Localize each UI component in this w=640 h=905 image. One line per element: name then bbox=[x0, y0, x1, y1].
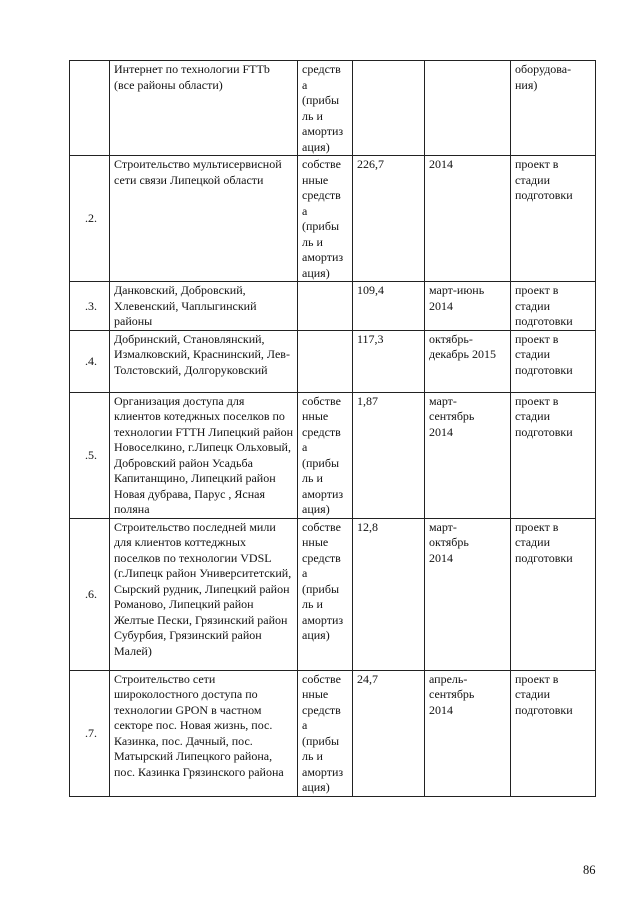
status: проект в стадии подготовки bbox=[511, 330, 596, 392]
cost-value: 1,87 bbox=[353, 392, 425, 518]
page-number: 86 bbox=[583, 863, 596, 877]
cost-value: 109,4 bbox=[353, 282, 425, 331]
table-row bbox=[70, 282, 596, 331]
period: октябрь- декабрь 2015 bbox=[425, 330, 511, 392]
period: март-июнь 2014 bbox=[425, 282, 511, 331]
cost-value: 226,7 bbox=[353, 156, 425, 282]
table-row bbox=[70, 156, 596, 282]
row-number: .7. bbox=[70, 670, 110, 796]
funding-source bbox=[298, 282, 353, 331]
period: апрель- сентябрь 2014 bbox=[425, 670, 511, 796]
projects-table bbox=[69, 60, 596, 797]
status: проект в стадии подготовки bbox=[511, 392, 596, 518]
period: март- сентябрь 2014 bbox=[425, 392, 511, 518]
status: проект в стадии подготовки bbox=[511, 156, 596, 282]
row-number: .5. bbox=[70, 392, 110, 518]
period: 2014 bbox=[425, 156, 511, 282]
status: оборудова- ния) bbox=[511, 61, 596, 156]
status: проект в стадии подготовки bbox=[511, 282, 596, 331]
funding-source: средств а (прибы ль и амортиз ация) bbox=[298, 61, 353, 156]
project-name: Интернет по технологии FTTb (все районы области) bbox=[110, 61, 298, 156]
cost-value: 24,7 bbox=[353, 670, 425, 796]
cost-value: 12,8 bbox=[353, 518, 425, 670]
row-number bbox=[70, 61, 110, 156]
funding-source: собстве нные средств а (прибы ль и амортиз ация) bbox=[298, 670, 353, 796]
project-name: Строительство последней мили для клиентов коттеджных поселков по технологии VDSL (г.Липецк район Университетский, Сырский рудник, Липецкий район Романово, Липецкий район Желтые Пески, Грязинский район Субурбия, Грязинский район Малей) bbox=[110, 518, 298, 670]
table-row bbox=[70, 330, 596, 392]
row-number: .2. bbox=[70, 156, 110, 282]
row-number: .3. bbox=[70, 282, 110, 331]
funding-source: собстве нные средств а (прибы ль и амортиз ация) bbox=[298, 392, 353, 518]
row-number: .4. bbox=[70, 330, 110, 392]
table-row bbox=[70, 670, 596, 796]
period bbox=[425, 61, 511, 156]
funding-source: собстве нные средств а (прибы ль и амортиз ация) bbox=[298, 156, 353, 282]
funding-source bbox=[298, 330, 353, 392]
funding-source: собстве нные средств а (прибы ль и амортиз ация) bbox=[298, 518, 353, 670]
table-row bbox=[70, 518, 596, 670]
status: проект в стадии подготовки bbox=[511, 518, 596, 670]
cost-value bbox=[353, 61, 425, 156]
project-name: Строительство мультисервисной сети связи Липецкой области bbox=[110, 156, 298, 282]
project-name: Данковский, Добровский, Хлевенский, Чаплыгинский районы bbox=[110, 282, 298, 331]
project-name: Строительство сети широколостного доступа по технологии GPON в частном секторе пос. Новая жизнь, пос. Казинка, пос. Дачный, пос. Матырский Липецкого района, пос. Казинка Грязинского района bbox=[110, 670, 298, 796]
status: проект в стадии подготовки bbox=[511, 670, 596, 796]
project-name: Организация доступа для клиентов котеджных поселков по технологии FTTH Липецкий район Новоселкино, г.Липецк Ольховый, Добровский район Усадьба Капитанщино, Липецкий район Новая дубрава, Парус , Ясная поляна bbox=[110, 392, 298, 518]
table-row bbox=[70, 392, 596, 518]
period: март- октябрь 2014 bbox=[425, 518, 511, 670]
cost-value: 117,3 bbox=[353, 330, 425, 392]
row-number: .6. bbox=[70, 518, 110, 670]
project-name: Добринский, Становлянский, Измалковский, Краснинский, Лев-Толстовский, Долгоруковский bbox=[110, 330, 298, 392]
table-row bbox=[70, 61, 596, 156]
